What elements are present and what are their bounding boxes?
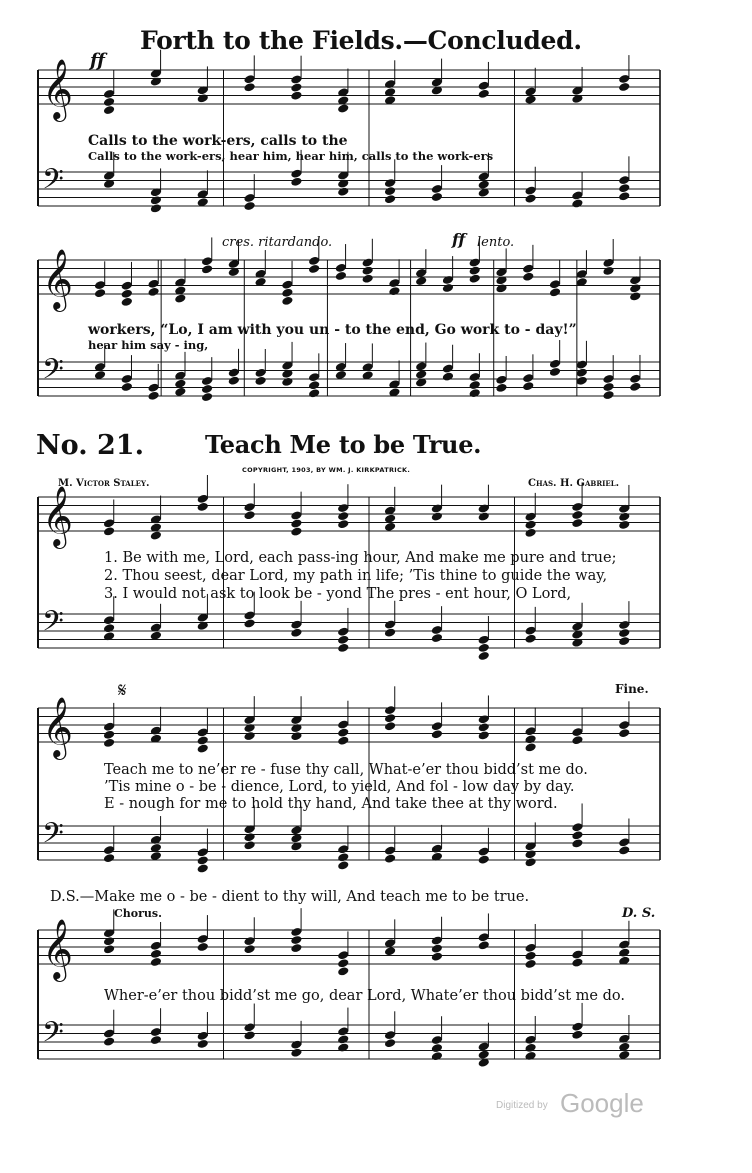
hymn2-copyright: COPYRIGHT, 1903, BY WM. J. KIRKPATRICK. bbox=[242, 466, 411, 474]
hymn2-verse2-line-b: ’Tis mine o - be - dience, Lord, to yield, And fol - low day by day. bbox=[104, 779, 575, 795]
hymn1-lyrics-line2-b: hear him say - ing, bbox=[88, 338, 209, 352]
hymn1-lyrics-line1-b: Calls to the work-ers, hear him, hear him, calls to the work-ers bbox=[88, 149, 494, 163]
hymn1-dynamic-ff: ff bbox=[90, 50, 105, 71]
watermark-brand: Google bbox=[560, 1088, 644, 1118]
hymn2-chorus-label: Chorus. bbox=[114, 907, 162, 920]
hymn2-title: Teach Me to be True. bbox=[205, 430, 482, 459]
hymn1-direction-lento: lento. bbox=[477, 235, 515, 250]
hymn2-verse3-line-b: E - nough for me to hold thy hand, And take thee at thy word. bbox=[104, 796, 558, 812]
segno-sign: 𝄋 bbox=[118, 678, 127, 702]
hymn2-verse1-line-b: Teach me to ne’er re - fuse thy call, What-e’er thou bidd’st me do. bbox=[104, 762, 588, 778]
hymn2-chorus-lyrics: Wher-e’er thou bidd’st me go, dear Lord, Whate’er thou bidd’st me do. bbox=[104, 988, 625, 1004]
hymn1-lyrics-line1-a: Calls to the work-ers, calls to the bbox=[88, 133, 348, 149]
svg-text:𝄞: 𝄞 bbox=[42, 58, 74, 120]
svg-text:𝄢: 𝄢 bbox=[42, 605, 64, 646]
hymn2-verse3-line-a: 3. I would not ask to look be - yond The pres - ent hour, O Lord, bbox=[104, 586, 572, 602]
hymn2-ds-line: D.S.—Make me o - be - dient to thy will, And teach me to be true. bbox=[50, 889, 530, 905]
svg-text:𝄞: 𝄞 bbox=[42, 485, 74, 547]
svg-text:𝄞: 𝄞 bbox=[42, 696, 74, 758]
hymn2-verse2-line-a: 2. Thou seest, dear Lord, my path in life; ’Tis thine to guide the way, bbox=[104, 568, 608, 584]
svg-text:𝄞: 𝄞 bbox=[42, 918, 74, 980]
hymn2-number: No. 21. bbox=[36, 430, 144, 461]
hymn1-direction-cres: cres. ritardando. bbox=[222, 235, 333, 250]
hymn1-lyrics-line2-a: workers, “Lo, I am with you un - to the end, Go work to - day!” bbox=[88, 322, 577, 338]
hymn2-author: M. Victor Staley. bbox=[58, 478, 150, 489]
hymn1-direction-ff: ff bbox=[452, 230, 466, 249]
svg-text:𝄢: 𝄢 bbox=[42, 1016, 64, 1057]
hymn2-verse1-line-a: 1. Be with me, Lord, each pass-ing hour, And make me pure and true; bbox=[104, 550, 617, 566]
hymn1-title: Forth to the Fields.—Concluded. bbox=[140, 26, 582, 55]
svg-text:𝄢: 𝄢 bbox=[42, 353, 64, 394]
hymn2-fine: Fine. bbox=[615, 682, 649, 696]
watermark-prefix: Digitized by bbox=[496, 1100, 548, 1111]
svg-text:𝄢: 𝄢 bbox=[42, 163, 64, 204]
hymn2-ds-mark: D. S. bbox=[622, 906, 656, 921]
svg-text:𝄞: 𝄞 bbox=[42, 248, 74, 310]
hymn2-composer: Chas. H. Gabriel. bbox=[528, 478, 620, 489]
svg-text:𝄢: 𝄢 bbox=[42, 817, 64, 858]
